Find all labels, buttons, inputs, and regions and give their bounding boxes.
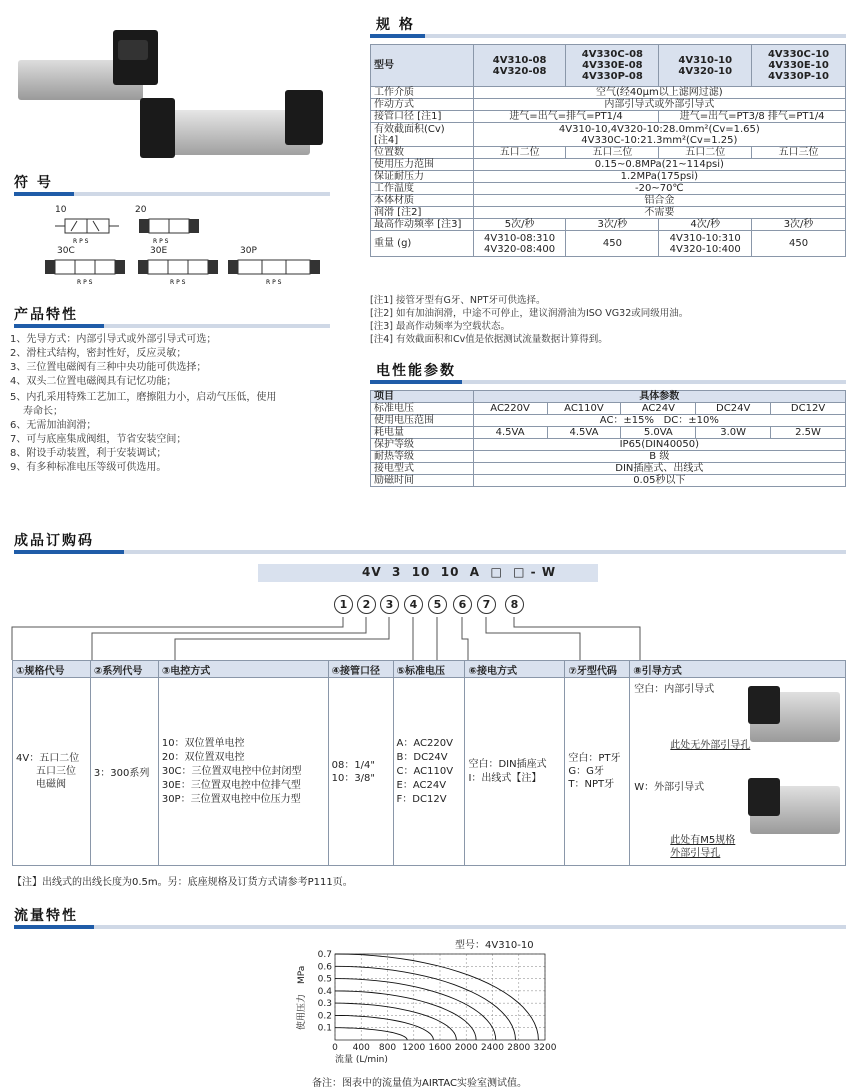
order-cell: 4V：五口二位 五口三位 电磁阀 xyxy=(13,678,91,866)
order-cell: 空白：PT牙 G：G牙 T：NPT牙 xyxy=(565,678,630,866)
flow-curve-0.5 xyxy=(335,979,496,1040)
spec-value: 五口二位 xyxy=(659,147,752,159)
spec-header: 4V310-08 4V320-08 xyxy=(473,45,566,87)
spec-note: [注1] 接管牙型有G牙、NPT牙可供选择。 xyxy=(370,295,546,306)
order-header: ②系列代号 xyxy=(90,661,158,678)
electrical-value: 3.0W xyxy=(696,427,771,439)
section-divider xyxy=(14,550,846,554)
spec-label: 使用压力范围 xyxy=(371,159,474,171)
spec-value: 4V310-10:310 4V320-10:400 xyxy=(659,231,752,257)
valve-symbol-icon xyxy=(55,215,125,245)
spec-label: 作动方式 xyxy=(371,99,474,111)
order-header: ⑧引导方式 xyxy=(630,661,846,678)
code-circle: 8 xyxy=(505,595,524,614)
flow-curve-0.3 xyxy=(335,1003,456,1040)
code-circle: 2 xyxy=(357,595,376,614)
electrical-value: DC12V xyxy=(771,403,846,415)
symbol-label: 10 xyxy=(55,205,67,215)
electrical-value: 4.5VA xyxy=(473,427,547,439)
code-circle: 4 xyxy=(404,595,423,614)
svg-text:R P S: R P S xyxy=(73,238,89,245)
code-circle: 6 xyxy=(453,595,472,614)
symbol-30p xyxy=(228,246,323,290)
spec-value: 不需要 xyxy=(473,207,845,219)
pilot-internal-note: 此处无外部引导孔 xyxy=(670,740,751,751)
spec-value: 5次/秒 xyxy=(473,219,566,231)
pilot-external-label: W：外部引导式 xyxy=(634,782,705,793)
spec-value: 450 xyxy=(752,231,846,257)
pilot-external-note: 此处有M5规格 外部引导孔 xyxy=(670,835,736,859)
x-tick-label: 2800 xyxy=(507,1043,531,1053)
y-tick-label: 0.5 xyxy=(317,974,332,985)
spec-header: 4V330C-10 4V330E-10 4V330P-10 xyxy=(752,45,846,87)
electrical-value: B 级 xyxy=(473,451,845,463)
symbol-label: 20 xyxy=(135,205,147,215)
x-tick-label: 1200 xyxy=(402,1043,426,1053)
spec-value: 3次/秒 xyxy=(566,219,659,231)
electrical-label: 耗电量 xyxy=(371,427,474,439)
electrical-value: AC110V xyxy=(547,403,621,415)
spec-value: 3次/秒 xyxy=(752,219,846,231)
order-header: ③电控方式 xyxy=(158,661,328,678)
feature-item: 3、三位置电磁阀有三种中央功能可供选择； xyxy=(10,362,207,373)
feature-item: 8、附设手动装置，利于安装调试； xyxy=(10,448,167,459)
electrical-value: 0.05秒以下 xyxy=(473,475,845,487)
order-cell: 08：1/4" 10：3/8" xyxy=(328,678,393,866)
symbol-30c xyxy=(45,246,127,290)
features-title: 产品特性 xyxy=(14,307,78,323)
valve-symbol-icon xyxy=(138,256,220,286)
spec-table xyxy=(370,44,846,257)
valve-symbol-icon xyxy=(228,256,323,286)
flow-note: 备注：图表中的流量值为AIRTAC实验室测试值。 xyxy=(312,1078,527,1089)
feature-item: 4、双头二位置电磁阀具有记忆功能； xyxy=(10,376,177,387)
spec-value: 4V310-08:310 4V320-08:400 xyxy=(473,231,566,257)
section-divider xyxy=(370,380,846,384)
x-tick-label: 800 xyxy=(378,1043,397,1053)
section-divider xyxy=(14,925,846,929)
code-circle: 7 xyxy=(477,595,496,614)
electrical-header: 具体参数 xyxy=(473,391,845,403)
electrical-label: 使用电压范围 xyxy=(371,415,474,427)
x-axis-label: 流量 (L/min) xyxy=(335,1055,388,1065)
spec-label: 工作温度 xyxy=(371,183,474,195)
order-header: ⑥接电方式 xyxy=(465,661,565,678)
spec-header: 型号 xyxy=(371,45,474,87)
x-tick-label: 400 xyxy=(352,1043,370,1053)
spec-value: 进气=出气=排气=PT1/4 xyxy=(473,111,659,123)
spec-label: 位置数 xyxy=(371,147,474,159)
symbol-30e xyxy=(138,246,220,290)
spec-label: 润滑 [注2] xyxy=(371,207,474,219)
electrical-value: DIN插座式、出线式 xyxy=(473,463,845,475)
electrical-label: 标准电压 xyxy=(371,403,474,415)
feature-list xyxy=(10,333,330,475)
chart-title: 型号：4V310-10 xyxy=(455,940,534,951)
electrical-value: DC24V xyxy=(696,403,771,415)
symbol-20 xyxy=(135,205,205,249)
symbol-label: 30P xyxy=(240,246,257,256)
code-connector-lines xyxy=(0,615,851,660)
electrical-label: 耐热等级 xyxy=(371,451,474,463)
symbol-label: 30E xyxy=(150,246,168,256)
electrical-header: 项目 xyxy=(371,391,474,403)
symbol-10 xyxy=(55,205,125,249)
order-header: ④接管口径 xyxy=(328,661,393,678)
flow-curve-0.1 xyxy=(335,1028,407,1040)
feature-item: 1、先导方式：内部引导式或外部引导式可选； xyxy=(10,334,217,345)
electrical-value: 4.5VA xyxy=(547,427,621,439)
feature-item: 寿命长； xyxy=(23,406,63,417)
spec-value: 五口二位 xyxy=(473,147,566,159)
y-axis-unit: MPa xyxy=(297,965,307,984)
svg-text:R P S: R P S xyxy=(170,279,186,286)
spec-title: 规 格 xyxy=(376,17,415,33)
code-circle: 1 xyxy=(334,595,353,614)
feature-item: 5、内孔采用特殊工艺加工，磨擦阻力小，启动气压低，使用 xyxy=(10,392,277,403)
order-footnote: 【注】出线式的出线长度为0.5m。另：底座规格及订货方式请参考P111页。 xyxy=(12,877,353,888)
y-tick-label: 0.2 xyxy=(317,1011,332,1022)
section-divider xyxy=(370,34,846,38)
order-cell: 3：300系列 xyxy=(90,678,158,866)
spec-label: 最高作动频率 [注3] xyxy=(371,219,474,231)
spec-value: 空气(经40μm以上滤网过滤) xyxy=(473,87,845,99)
electrical-table xyxy=(370,390,846,487)
electrical-value: AC220V xyxy=(473,403,547,415)
symbol-label: 30C xyxy=(57,246,75,256)
order-header: ⑦牙型代码 xyxy=(565,661,630,678)
electrical-value: 5.0VA xyxy=(621,427,696,439)
order-cell: A：AC220V B：DC24V C：AC110V E：AC24V F：DC12V xyxy=(393,678,465,866)
spec-value: 铝合金 xyxy=(473,195,845,207)
order-header: ①规格代号 xyxy=(13,661,91,678)
symbols-title: 符 号 xyxy=(14,175,53,191)
spec-value: 五口三位 xyxy=(752,147,846,159)
order-cell: 10：双位置单电控 20：双位置双电控 30C：三位置双电控中位封闭型 30E：三位置双电控中位排气型 30P：三位置双电控中位压力型 xyxy=(158,678,328,866)
spec-value: 进气=出气=PT3/8 排气=PT1/4 xyxy=(659,111,846,123)
x-tick-label: 3200 xyxy=(533,1043,557,1053)
valve-coil-internal xyxy=(748,686,780,724)
spec-header: 4V310-10 4V320-10 xyxy=(659,45,752,87)
order-header: ⑤标准电压 xyxy=(393,661,465,678)
feature-item: 2、滑柱式结构，密封性好，反应灵敏； xyxy=(10,348,187,359)
spec-value: 4次/秒 xyxy=(659,219,752,231)
spec-value: 450 xyxy=(566,231,659,257)
x-tick-label: 2400 xyxy=(481,1043,504,1053)
order-title: 成品订购码 xyxy=(14,533,94,549)
electrical-label: 接电型式 xyxy=(371,463,474,475)
x-tick-label: 2000 xyxy=(454,1043,478,1053)
spec-value: 0.15~0.8MPa(21~114psi) xyxy=(473,159,845,171)
flow-curve-0.7 xyxy=(335,954,538,1040)
feature-item: 9、有多种标准电压等级可供选用。 xyxy=(10,462,167,473)
y-tick-label: 0.4 xyxy=(317,986,332,997)
section-divider xyxy=(14,192,330,196)
y-tick-label: 0.3 xyxy=(317,999,332,1010)
pilot-internal-label: 空白：内部引导式 xyxy=(634,684,715,695)
product-photo-2 xyxy=(140,90,325,170)
y-tick-label: 0.1 xyxy=(317,1023,332,1034)
flow-chart xyxy=(290,948,570,1073)
spec-notes xyxy=(370,294,846,346)
electrical-value: AC24V xyxy=(621,403,696,415)
feature-item: 7、可与底座集成阀组，节省安装空间； xyxy=(10,434,187,445)
order-code: 4V 3 10 10 A □ □ - W xyxy=(362,565,557,579)
spec-value: 内部引导式或外部引导式 xyxy=(473,99,845,111)
spec-note: [注2] 如有加油润滑，中途不可停止，建议润滑油为ISO VG32或同级用油。 xyxy=(370,308,689,319)
svg-text:R P S: R P S xyxy=(266,279,282,286)
valve-symbol-icon xyxy=(45,256,127,286)
spec-note: [注3] 最高作动频率为空载状态。 xyxy=(370,321,510,332)
svg-text:R P S: R P S xyxy=(77,279,93,286)
electrical-label: 保护等级 xyxy=(371,439,474,451)
electrical-title: 电性能参数 xyxy=(376,363,456,379)
electrical-label: 励磁时间 xyxy=(371,475,474,487)
y-axis-label: 使用压力 xyxy=(297,993,307,1030)
valve-coil-external xyxy=(748,778,780,816)
spec-value: -20~70℃ xyxy=(473,183,845,195)
spec-label: 重量 (g) xyxy=(371,231,474,257)
electrical-value: 2.5W xyxy=(771,427,846,439)
spec-note: [注4] 有效截面积和Cv值是依据测试流量数据计算得到。 xyxy=(370,334,608,345)
spec-value: 1.2MPa(175psi) xyxy=(473,171,845,183)
electrical-value: AC：±15% DC：±10% xyxy=(473,415,845,427)
order-table xyxy=(12,660,846,866)
code-circle: 5 xyxy=(428,595,447,614)
electrical-value: IP65(DIN40050) xyxy=(473,439,845,451)
spec-label: 接管口径 [注1] xyxy=(371,111,474,123)
y-tick-label: 0.6 xyxy=(317,962,332,973)
y-tick-label: 0.7 xyxy=(317,950,332,960)
spec-label: 本体材质 xyxy=(371,195,474,207)
x-tick-label: 0 xyxy=(332,1043,338,1053)
x-tick-label: 1600 xyxy=(428,1043,452,1053)
valve-symbol-icon xyxy=(135,215,205,245)
order-cell-pilot xyxy=(630,678,846,866)
order-cell: 空白：DIN插座式 I：出线式【注】 xyxy=(465,678,565,866)
spec-value: 4V310-10,4V320-10:28.0mm²(Cv=1.65) 4V330C-10:21.3mm²(Cv=1.25) xyxy=(473,123,845,147)
spec-value: 五口三位 xyxy=(566,147,659,159)
section-divider xyxy=(14,324,330,328)
spec-label: 有效截面积(Cv) [注4] xyxy=(371,123,474,147)
spec-label: 工作介质 xyxy=(371,87,474,99)
code-circle: 3 xyxy=(380,595,399,614)
flow-title: 流量特性 xyxy=(14,908,78,924)
spec-label: 保证耐压力 xyxy=(371,171,474,183)
feature-item: 6、无需加油润滑； xyxy=(10,420,97,431)
svg-text:R P S: R P S xyxy=(153,238,169,245)
spec-header: 4V330C-08 4V330E-08 4V330P-08 xyxy=(566,45,659,87)
